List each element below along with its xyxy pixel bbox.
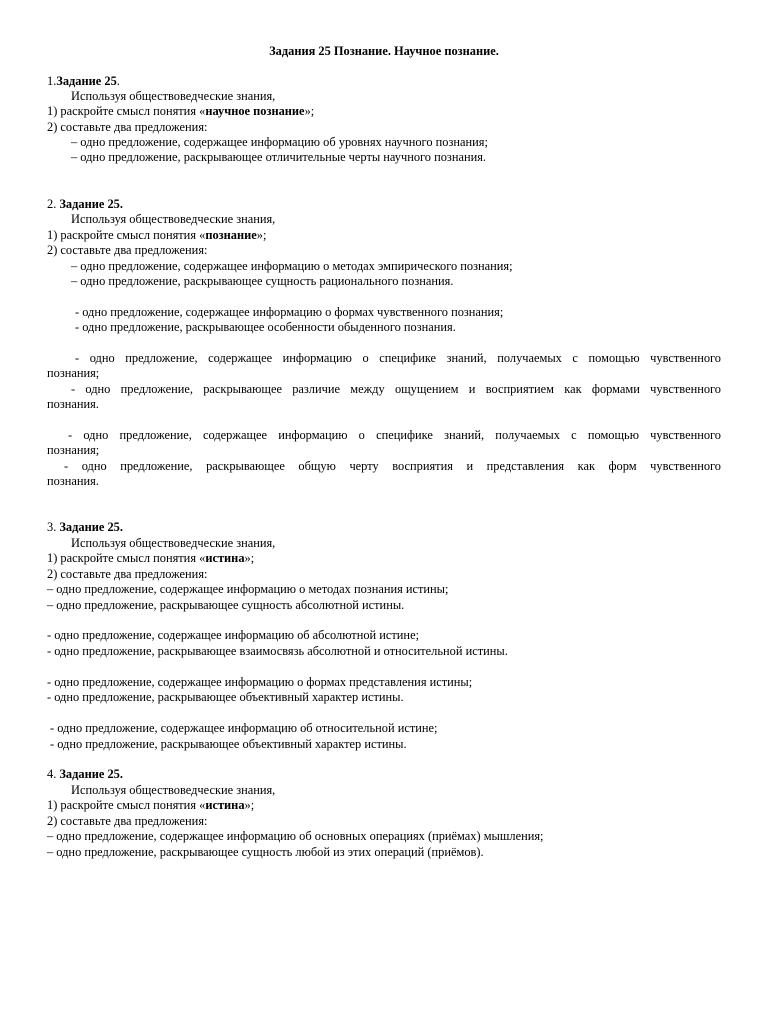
list-item: – одно предложение, раскрывающее отличительные черты научного познания. <box>71 150 487 164</box>
task-1-intro: Используя обществоведческие знания, <box>71 89 276 103</box>
explain-suffix: »; <box>256 228 267 242</box>
list-item: – одно предложение, содержащее информацию о методах эмпирического познания; <box>71 259 513 273</box>
list-item: - одно предложение, содержащее информацию об абсолютной истине; <box>47 628 420 642</box>
explain-suffix: »; <box>244 551 255 565</box>
list-item: - одно предложение, раскрывающее взаимосвязь абсолютной и относительной истины. <box>47 644 508 658</box>
list-item: - одно предложение, содержащее информацию о формах чувственного познания; <box>75 305 504 319</box>
explain-suffix: »; <box>304 104 315 118</box>
list-item-continuation: познания. <box>47 397 99 411</box>
explain-suffix: »; <box>244 798 255 812</box>
task-4-explain <box>47 798 254 813</box>
task-label: Задание 25. <box>59 197 123 211</box>
task-label: Задание 25. <box>59 520 123 534</box>
concept: научное познание <box>205 104 305 118</box>
list-item: - одно предложение, раскрывающее объективный характер истины. <box>47 690 404 704</box>
list-item: - одно предложение, раскрывающее особенности обыденного познания. <box>75 320 456 334</box>
task-label: Задание 25. <box>59 767 123 781</box>
list-item: - одно предложение, содержащее информацию о специфике знаний, получаемых с помощью чувственного <box>68 428 721 442</box>
task-2-explain <box>47 228 266 243</box>
task-3-compose: 2) составьте два предложения: <box>47 567 208 581</box>
list-item: – одно предложение, содержащее информацию об уровнях научного познания; <box>71 135 488 149</box>
list-item: - одно предложение, содержащее информацию об относительной истине; <box>50 721 438 735</box>
explain-prefix: 1) раскройте смысл понятия « <box>47 798 206 812</box>
task-number: 2. <box>47 197 60 211</box>
concept: познание <box>205 228 257 242</box>
task-1-explain <box>47 104 314 119</box>
task-2-compose: 2) составьте два предложения: <box>47 243 208 257</box>
list-item: – одно предложение, раскрывающее сущность рационального познания. <box>71 274 454 288</box>
task-4-heading <box>47 767 123 782</box>
task-label-suffix: . <box>116 74 120 88</box>
list-item: – одно предложение, раскрывающее сущность абсолютной истины. <box>47 598 405 612</box>
list-item: – одно предложение, раскрывающее сущность любой из этих операций (приёмов). <box>47 845 484 859</box>
task-1-compose: 2) составьте два предложения: <box>47 120 208 134</box>
task-number: 4. <box>47 767 60 781</box>
task-2-heading <box>47 197 123 212</box>
list-item: - одно предложение, раскрывающее общую черту восприятия и представления как форм чувственного <box>64 459 721 473</box>
explain-prefix: 1) раскройте смысл понятия « <box>47 551 206 565</box>
list-item-continuation: познания. <box>47 474 99 488</box>
task-3-heading <box>47 520 123 535</box>
concept: истина <box>205 551 245 565</box>
list-item: - одно предложение, раскрывающее различие между ощущением и восприятием как формами чувственного <box>71 382 721 396</box>
task-number: 1. <box>47 74 57 88</box>
task-3-intro: Используя обществоведческие знания, <box>71 536 276 550</box>
task-number: 3. <box>47 520 60 534</box>
explain-prefix: 1) раскройте смысл понятия « <box>47 104 206 118</box>
task-3-explain <box>47 551 254 566</box>
task-label: Задание 25 <box>56 74 117 88</box>
page-title: Задания 25 Познание. Научное познание. <box>269 44 499 58</box>
task-2-intro: Используя обществоведческие знания, <box>71 212 276 226</box>
explain-prefix: 1) раскройте смысл понятия « <box>47 228 206 242</box>
list-item-continuation: познания; <box>47 366 100 380</box>
concept: истина <box>205 798 245 812</box>
list-item: – одно предложение, содержащее информацию о методах познания истины; <box>47 582 449 596</box>
list-item: - одно предложение, раскрывающее объективный характер истины. <box>50 737 407 751</box>
list-item: - одно предложение, содержащее информацию о специфике знаний, получаемых с помощью чувственного <box>75 351 721 365</box>
list-item: – одно предложение, содержащее информацию об основных операциях (приёмах) мышления; <box>47 829 544 843</box>
task-4-compose: 2) составьте два предложения: <box>47 814 208 828</box>
list-item: - одно предложение, содержащее информацию о формах представления истины; <box>47 675 473 689</box>
task-4-intro: Используя обществоведческие знания, <box>71 783 276 797</box>
task-1-heading <box>47 74 120 89</box>
list-item-continuation: познания; <box>47 443 100 457</box>
